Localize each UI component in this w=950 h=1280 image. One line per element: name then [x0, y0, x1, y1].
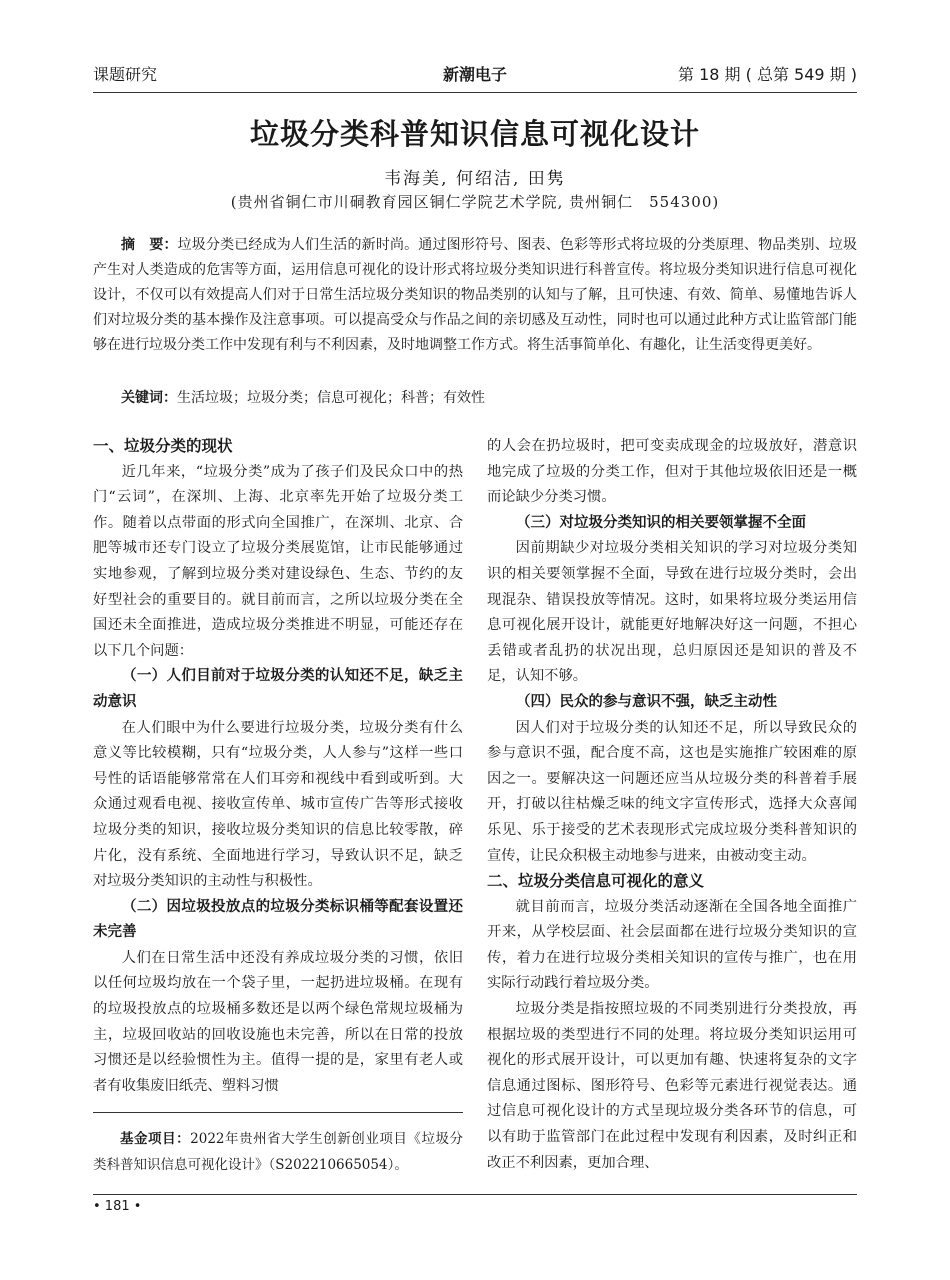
subsection-3-paragraph: 因前期缺少对垃圾分类相关知识的学习对垃圾分类知识的相关要领掌握不全面，导致在进行垃圾分类时，会出现混杂、错误投放等情况。这时，如果将垃圾分类运用信息可视化展开设计，就能更好地解决好这一问题，不担心丢错或者乱扔的状况出现，总归原因还是知识的普及不足，认知不够。: [487, 540, 857, 685]
page-number: • 181 •: [93, 1199, 142, 1214]
paper-title: 垃圾分类科普知识信息可视化设计: [249, 117, 700, 151]
paper-authors: 韦海美, 何绍洁, 田隽: [384, 169, 566, 189]
subsection-4-paragraph: 因人们对于垃圾分类的认知还不足，所以导致民众的参与意识不强，配合度不高，这也是实施推广较困难的原因之一。要解决这一问题还应当从垃圾分类的科普着手展开，打破以往枯燥乏味的纯文字宣传形式，选择大众喜闻乐见、乐于接受的艺术表现形式完成垃圾分类科普知识的宣传，让民众积极主动地参与进来，由被动变主动。: [487, 719, 857, 864]
keywords: [93, 386, 857, 411]
keywords-text: 生活垃圾；垃圾分类；信息可视化；科普；有效性: [177, 390, 485, 406]
continued-paragraph: 的人会在扔垃圾时，把可变卖成现金的垃圾放好，潜意识地完成了垃圾的分类工作，但对于其他垃圾依旧还是一概而论缺少分类习惯。: [487, 438, 857, 506]
left-column: [93, 434, 463, 1099]
footer-divider: [93, 1194, 857, 1195]
section-2-paragraph-1: 就目前而言，垃圾分类活动逐渐在全国各地全面推广开来，从学校层面、社会层面都在进行垃圾分类知识的宣传，着力在进行垃圾分类相关知识的宣传与推广，也在用实际行动践行着垃圾分类。: [487, 898, 857, 992]
header-journal: 新潮电子: [442, 65, 507, 84]
header-issue: 第 18 期 ( 总第 549 期 ): [678, 65, 857, 84]
header-section: 课题研究: [93, 65, 158, 84]
keywords-label: 关键词：: [121, 390, 177, 406]
section-2-heading: 二、垃圾分类信息可视化的意义: [487, 872, 705, 891]
section-1-heading: 一、垃圾分类的现状: [93, 437, 233, 455]
abstract-label: 摘 要：: [121, 237, 178, 253]
paper-affiliation: (贵州省铜仁市川硐教育园区铜仁学院艺术学院, 贵州铜仁 554300): [230, 193, 720, 211]
section-2-paragraph-2: 垃圾分类是指按照垃圾的不同类别进行分类投放，再根据垃圾的类型进行不同的处理。将垃圾分类知识运用可视化的形式展开设计，可以更加有趣、快速将复杂的文字信息通过图标、图形符号、色彩等元素进行视觉表达。通过信息可视化设计的方式呈现垃圾分类各环节的信息，可以有助于监管部门在此过程中发现有利因素，及时纠正和改正不利因素，更加合理、: [487, 1001, 857, 1171]
footnote-label: 基金项目：: [120, 1131, 191, 1147]
footnote-divider: [93, 1112, 463, 1113]
section-1-paragraph: 近几年来，“垃圾分类”成为了孩子们及民众口中的热门“云词”，在深圳、上海、北京率先开始了垃圾分类工作。随着以点带面的形式向全国推广，在深圳、北京、合肥等城市还专门设立了垃圾分类展览馆，让市民能够通过实地参观，了解到垃圾分类对建设绿色、生态、节约的友好型社会的重要目的。就目前而言，之所以垃圾分类在全国还未全面推进，造成垃圾分类推进不明显，可能还存在以下几个问题：: [93, 463, 463, 659]
footnote: [93, 1126, 463, 1178]
footnote-text: 2022年贵州省大学生创新创业项目《垃圾分类科普知识信息可视化设计》（S202210665054）。: [93, 1131, 464, 1173]
subsection-1-heading: （一）人们目前对于垃圾分类的认知还不足，缺乏主动意识: [93, 668, 463, 710]
abstract-text: 垃圾分类已经成为人们生活的新时尚。通过图形符号、图表、色彩等形式将垃圾的分类原理、物品类别、垃圾产生对人类造成的危害等方面，运用信息可视化的设计形式将垃圾分类知识进行科普宣传。将垃圾分类知识进行信息可视化设计，不仅可以有效提高人们对于日常生活垃圾分类知识的物品类别的认知与了解，且可快速、有效、简单、易懂地告诉人们对垃圾分类的基本操作及注意事项。可以提高受众与作品之间的亲切感及互动性，同时也可以通过此种方式让监管部门能够在进行垃圾分类工作中发现有利与不利因素，及时地调整工作方式。将生活事简单化、有趣化，让生活变得更美好。: [93, 237, 858, 353]
subsection-3-heading: （三）对垃圾分类知识的相关要领掌握不全面: [516, 514, 806, 531]
subsection-1-paragraph: 在人们眼中为什么要进行垃圾分类，垃圾分类有什么意义等比较模糊，只有“垃圾分类，人人参与”这样一些口号性的话语能够常常在人们耳旁和视线中看到或听到。大众通过观看电视、接收宣传单、城市宣传广告等形式接收垃圾分类的知识，接收垃圾分类知识的信息比较零散，碎片化，没有系统、全面地进行学习，导致认识不足，缺乏对垃圾分类知识的主动性与积极性。: [93, 719, 463, 890]
subsection-2-heading: （二）因垃圾投放点的垃圾分类标识桶等配套设置还未完善: [93, 898, 463, 941]
subsection-2-paragraph: 人们在日常生活中还没有养成垃圾分类的习惯，依旧以任何垃圾均放在一个袋子里，一起扔进垃圾桶。在现有的垃圾投放点的垃圾桶多数还是以两个绿色常规垃圾桶为主，垃圾回收站的回收设施也未完善，所以在日常的投放习惯还是以经验惯性为主。值得一提的是，家里有老人或者有收集废旧纸壳、塑料习惯: [93, 949, 463, 1094]
header-divider: [93, 92, 857, 93]
right-column: [487, 434, 857, 1176]
abstract: [93, 233, 857, 358]
subsection-4-heading: （四）民众的参与意识不强，缺乏主动性: [516, 693, 777, 710]
